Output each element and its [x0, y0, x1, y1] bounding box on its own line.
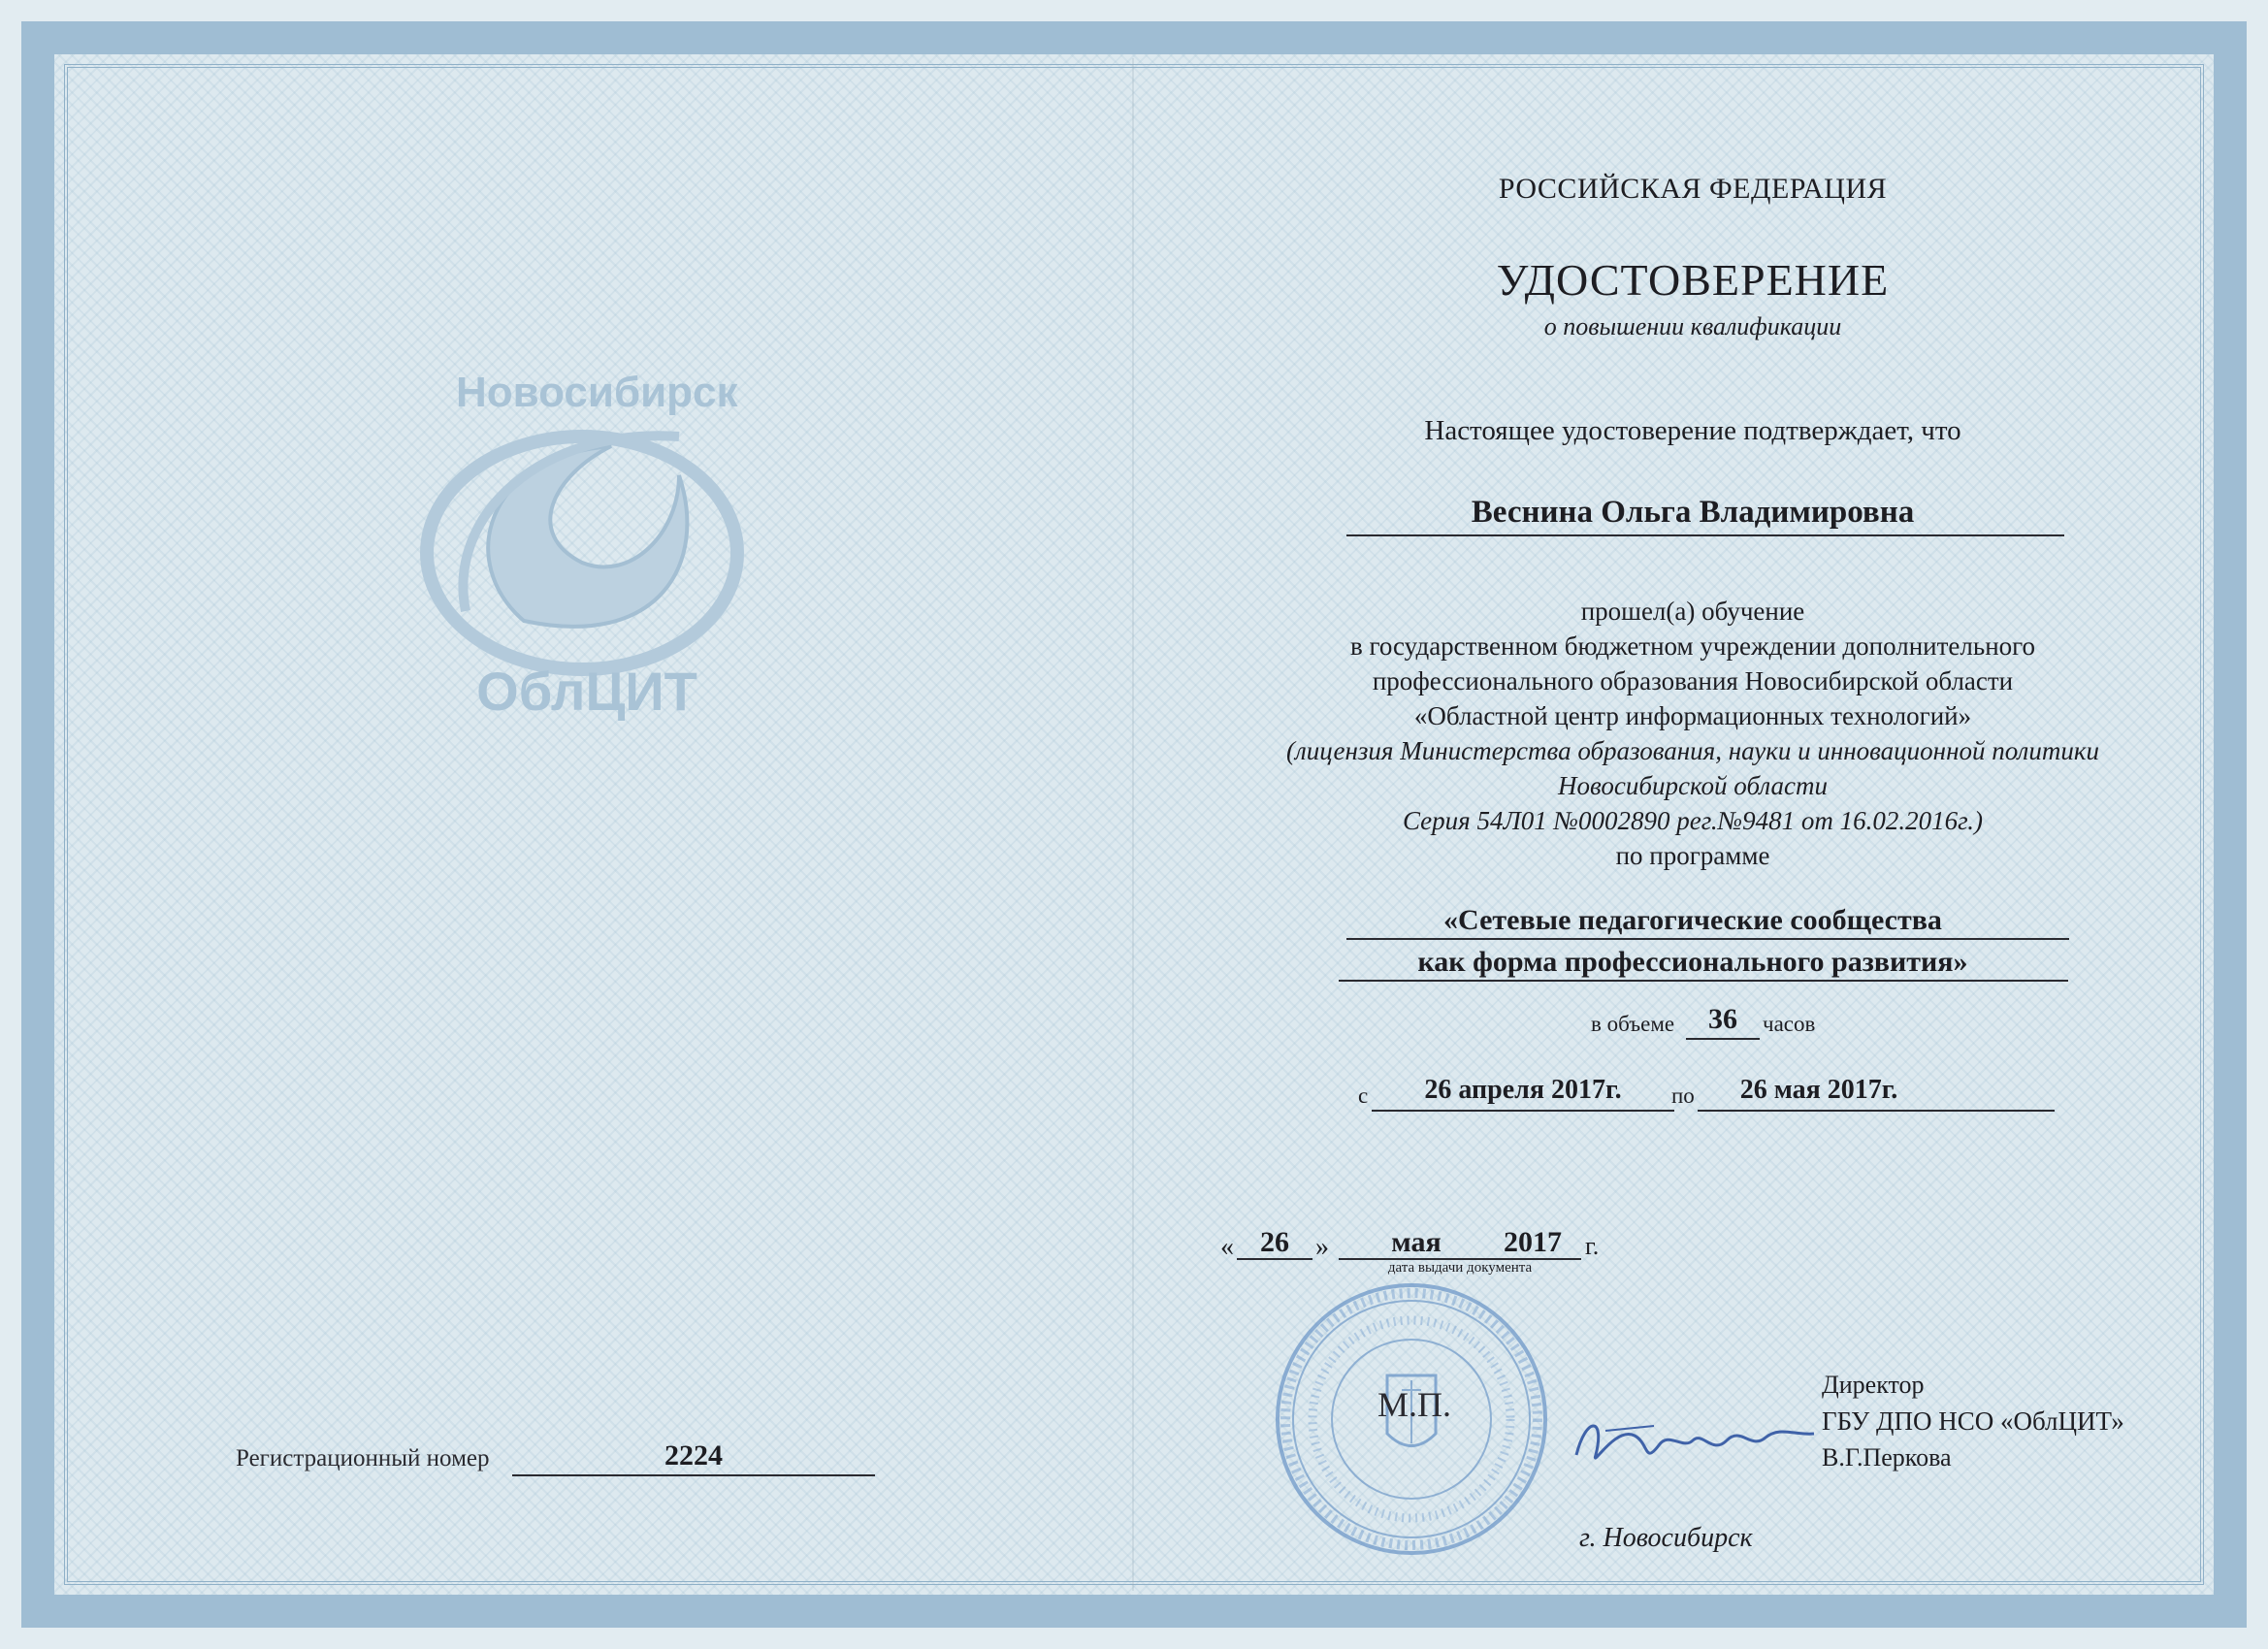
period-from-date: 26 апреля 2017г. — [1424, 1075, 1622, 1105]
training-line: прошел(а) обучение — [1580, 597, 1805, 626]
document-subtitle: о повышении квалификации — [1543, 312, 1842, 340]
period-to-prefix: по — [1671, 1083, 1695, 1108]
logo-bottom-text: ОблЦИТ — [476, 661, 697, 722]
program-underline — [1346, 938, 2069, 940]
registration-underline — [512, 1474, 875, 1476]
country-heading: РОССИЙСКАЯ ФЕДЕРАЦИЯ — [1498, 173, 1888, 205]
issue-year: 2017 — [1504, 1226, 1562, 1258]
director-signature-icon — [1567, 1397, 1819, 1484]
logo-top-text: Новосибирск — [456, 369, 738, 416]
issue-day-open-quote: « — [1220, 1232, 1234, 1262]
hours-value: 36 — [1708, 1003, 1737, 1035]
issue-year-suffix: г. — [1585, 1232, 1600, 1260]
person-name: Веснина Ольга Владимировна — [1471, 495, 1915, 530]
training-line: «Областной центр информационных технологий» — [1413, 701, 1972, 730]
license-line: Серия 54Л01 №0002890 рег.№9481 от 16.02.2016г.) — [1402, 806, 1983, 835]
confirm-text: Настоящее удостоверение подтверждает, что — [1424, 415, 1961, 446]
license-line: Новосибирской области — [1558, 771, 1828, 800]
registration-number: 2224 — [664, 1439, 723, 1471]
name-underline — [1346, 534, 2064, 536]
period-to-date: 26 мая 2017г. — [1739, 1075, 1898, 1105]
program-title-line: «Сетевые педагогические сообщества — [1443, 904, 1942, 936]
period-to-underline — [1698, 1110, 2055, 1112]
center-fold — [1132, 58, 1134, 1591]
director-title: Директор — [1822, 1371, 1925, 1399]
program-underline — [1339, 980, 2068, 982]
period-from-prefix: с — [1358, 1083, 1369, 1108]
hours-suffix: часов — [1763, 1012, 1816, 1036]
director-organization: ГБУ ДПО НСО «ОблЦИТ» — [1822, 1406, 2124, 1436]
hours-prefix: в объеме — [1591, 1012, 1675, 1036]
stamp-label: М.П. — [1377, 1385, 1452, 1424]
city-name: г. Новосибирск — [1579, 1523, 1753, 1553]
issue-day: 26 — [1260, 1226, 1289, 1258]
issue-date-caption: дата выдачи документа — [1387, 1260, 1533, 1276]
license-line: (лицензия Министерства образования, науки и инновационной политики — [1286, 736, 2099, 765]
director-name: В.Г.Перкова — [1822, 1443, 1952, 1471]
issue-day-close-quote: » — [1315, 1232, 1329, 1262]
registration-label: Регистрационный номер — [236, 1445, 490, 1471]
training-line: в государственном бюджетном учреждении дополнительного — [1349, 631, 2036, 661]
issue-month: мая — [1391, 1226, 1442, 1258]
training-text — [1227, 594, 2158, 873]
document-title: УДОСТОВЕРЕНИЕ — [1496, 255, 1890, 305]
hours-underline — [1686, 1038, 1760, 1040]
program-title-line: как форма профессионального развития» — [1417, 946, 1968, 978]
period-from-underline — [1372, 1110, 1674, 1112]
training-line: профессионального образования Новосибирской области — [1372, 666, 2014, 695]
program-label: по программе — [1615, 841, 1770, 870]
